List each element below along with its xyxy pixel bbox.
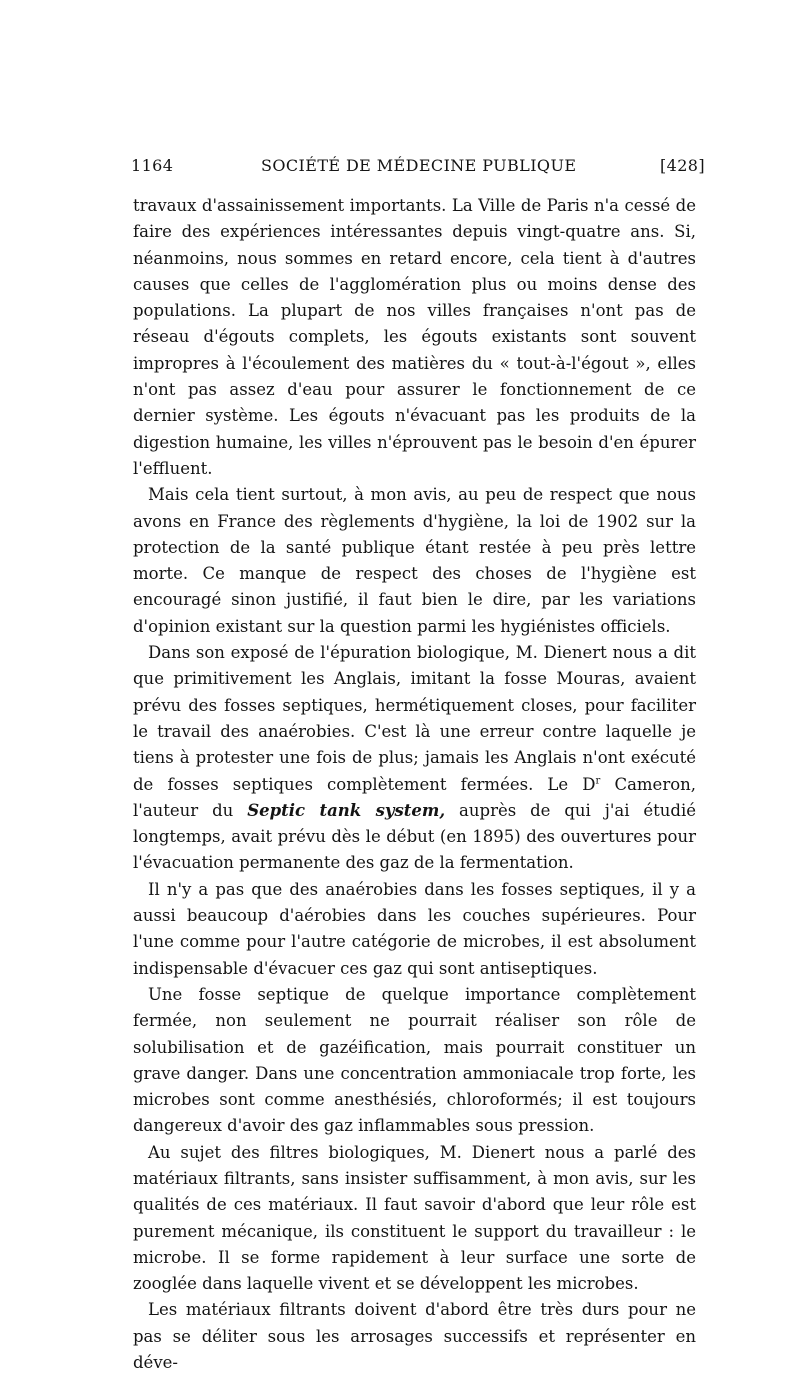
paragraph-6: Au sujet des filtres biologiques, M. Dienert nous a parlé des matériaux filtrants, sans insister suffisamment, à mon avis, sur les qualités de ces matériaux. Il faut savoir d'abord que leur rôle est purement mécanique, ils constituent le support du travailleur : le microbe. Il se forme rapidement à leur surface une sorte de zooglée dans laquelle vivent et se développent les microbes. [133,1142,696,1294]
book-page [131,156,705,1376]
paragraph-3 [133,640,696,877]
doctor-abbrev-superscript: r [595,775,601,787]
septic-tank-system-title: Septic tank system, [247,800,446,820]
running-head [131,156,705,184]
paragraph-3-after: auprès de qui j'ai étudié longtemps, avait prévu dès le début (en 1895) des ouvertures pour l'évacuation permanente des gaz de la fermentation. [133,800,697,873]
paragraph-1: travaux d'assainissement importants. La Ville de Paris n'a cessé de faire des expériences intéressantes depuis vingt-quatre ans. Si, néanmoins, nous sommes en retard encore, cela tient à d'autres causes que celles de l'agglomération plus ou moins dense des populations. La plupart de nos villes françaises n'ont pas de réseau d'égouts complets, les égouts existants sont souvent impropres à l'écoulement des matières du « tout-à-l'égout », elles n'ont pas assez d'eau pour assurer le fonctionnement de ce dernier système. Les égouts n'évacuant pas les produits de la digestion humaine, les villes n'éprouvent pas le besoin d'en épurer l'effluent. [133,196,696,478]
body-text [133,193,696,1376]
paragraph-2: Mais cela tient surtout, à mon avis, au peu de respect que nous avons en France des règlements d'hygiène, la loi de 1902 sur la protection de la santé publique étant restée à peu près lettre morte. Ce manque de respect des choses de l'hygiène est encouragé sinon justifié, il faut bien le dire, par les variations d'opinion existant sur la question parmi les hygiénistes officiels. [133,485,696,636]
page-number: 1164 [131,156,174,175]
paragraph-4: Il n'y a pas que des anaérobies dans les fosses septiques, il y a aussi beaucoup d'aérobies dans les couches supérieures. Pour l'une comme pour l'autre catégorie de microbes, il est absolument indispensable d'évacuer ces gaz qui sont antiseptiques. [133,879,696,978]
paragraph-7: Les matériaux filtrants doivent d'abord être très durs pour ne pas se déliter sous les arrosages successifs et représenter en déve- [133,1300,696,1373]
paragraph-5: Une fosse septique de quelque importance complètement fermée, non seulement ne pourrait réaliser son rôle de solubilisation et de gazéification, mais pourrait constituer un grave danger. Dans une concentration ammoniacale trop forte, les microbes sont comme anesthésiés, chloroformés; il est toujours dangereux d'avoir des gaz inflammables sous pression. [133,984,696,1136]
running-title: SOCIÉTÉ DE MÉDECINE PUBLIQUE [261,156,577,175]
page-reference: [428] [659,156,705,175]
paragraph-3-middle: Cameron, l'auteur du [133,774,697,820]
paragraph-3-before: Dans son exposé de l'épuration biologique, M. Dienert nous a dit que primitivement les Anglais, imitant la fosse Mouras, avaient prévu des fosses septiques, hermétiquement closes, pour faciliter le travail des anaérobies. C'est là une erreur contre laquelle je tiens à protester une fois de plus; jamais les Anglais n'ont exécuté de fosses septiques complètement fermées. Le D [133,643,696,794]
